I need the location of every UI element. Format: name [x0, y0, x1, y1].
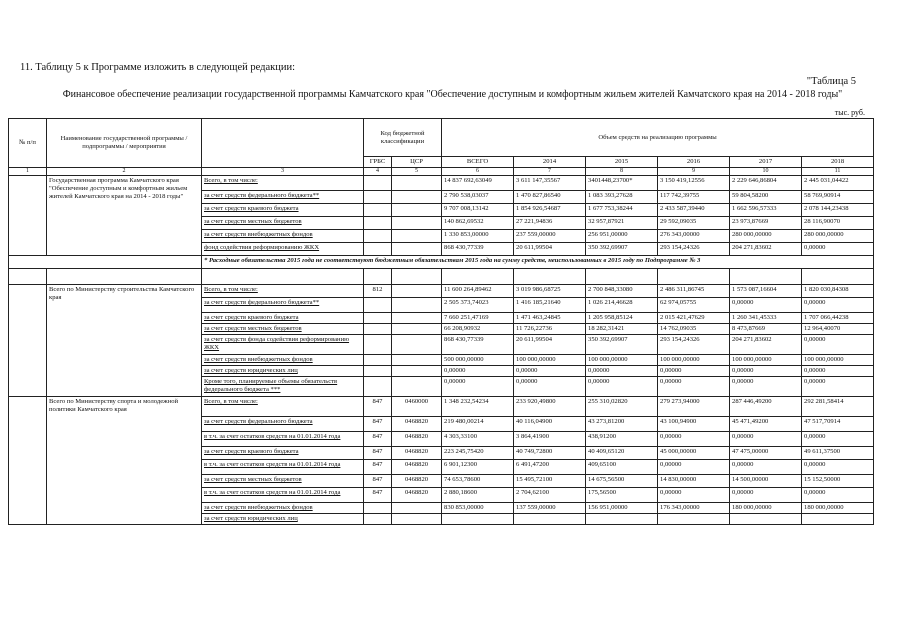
- funding-source-cell: за счет средств местных бюджетов: [202, 217, 364, 230]
- col-header-code: Код бюджетной классификации: [364, 119, 442, 157]
- amount-y2018-cell: 12 964,40070: [802, 324, 874, 335]
- col-header-volume: Объем средств на реализацию программы: [442, 119, 874, 157]
- amount-y2015-cell: 0,00000: [586, 377, 658, 397]
- amount-y2016-cell: 29 592,09035: [658, 217, 730, 230]
- amount-y2015-cell: 40 409,65120: [586, 447, 658, 460]
- amount-y2014-cell: 233 920,49800: [514, 397, 586, 417]
- table-label: "Таблица 5: [806, 76, 856, 87]
- amount-y2018-cell: 1 707 066,44238: [802, 313, 874, 324]
- amount-y2014-cell: 0,00000: [514, 377, 586, 397]
- spacer-cell: [514, 269, 586, 285]
- amount-y2014-cell: 27 221,94836: [514, 217, 586, 230]
- csr-cell: 0468820: [392, 447, 442, 460]
- financing-table: [8, 118, 874, 525]
- amount-y2016-cell: 276 343,00000: [658, 230, 730, 243]
- csr-cell: [392, 285, 442, 298]
- amount-y2015-cell: 350 392,69907: [586, 335, 658, 355]
- amount-y2018-cell: 292 281,58414: [802, 397, 874, 417]
- csr-cell: [392, 243, 442, 256]
- grbs-cell: [364, 366, 392, 377]
- amount-y2016-cell: 62 974,05755: [658, 298, 730, 313]
- csr-cell: [392, 324, 442, 335]
- amount-total-cell: 1 330 853,00000: [442, 230, 514, 243]
- amount-total-cell: 2 505 373,74023: [442, 298, 514, 313]
- amount-y2018-cell: 1 820 030,84308: [802, 285, 874, 298]
- amount-total-cell: 830 853,00000: [442, 503, 514, 514]
- amount-y2016-cell: 293 154,24326: [658, 335, 730, 355]
- footnote-spacer: [9, 256, 202, 269]
- footnote-text: * Расходные обязательства 2015 года не соответствуют бюджетным обязательствам 2015 года на сумму средств, неиспользованных в 2015 году по Подпрограмме № 3: [202, 256, 874, 269]
- grbs-cell: [364, 298, 392, 313]
- csr-cell: [392, 313, 442, 324]
- spacer-cell: [802, 269, 874, 285]
- amount-y2015-cell: 438,91200: [586, 432, 658, 447]
- amount-y2015-cell: 350 392,69907: [586, 243, 658, 256]
- amount-y2018-cell: 0,00000: [802, 366, 874, 377]
- amount-y2016-cell: 43 100,94900: [658, 417, 730, 432]
- spacer-cell: [730, 269, 802, 285]
- amount-y2015-cell: 1 677 753,38244: [586, 204, 658, 217]
- col-header-2016: 2016: [658, 157, 730, 168]
- amount-y2015-cell: 409,65100: [586, 460, 658, 475]
- col-number: 5: [392, 167, 442, 175]
- funding-source-cell: за счет средств краевого бюджета: [202, 204, 364, 217]
- funding-source-cell: фонд содействия реформированию ЖКХ: [202, 243, 364, 256]
- csr-cell: [392, 503, 442, 514]
- funding-source-cell: за счет средств внебюджетных фондов: [202, 230, 364, 243]
- amount-y2015-cell: 0,00000: [586, 366, 658, 377]
- csr-cell: [392, 230, 442, 243]
- funding-source-cell: за счет средств федерального бюджета**: [202, 298, 364, 313]
- amount-y2017-cell: 0,00000: [730, 460, 802, 475]
- funding-source-cell: за счет средств краевого бюджета: [202, 313, 364, 324]
- amount-y2014-cell: 100 000,00000: [514, 355, 586, 366]
- csr-cell: [392, 217, 442, 230]
- col-number: 6: [442, 167, 514, 175]
- amount-y2017-cell: 100 000,00000: [730, 355, 802, 366]
- amount-y2014-cell: 2 704,62100: [514, 488, 586, 503]
- amount-y2018-cell: 180 000,00000: [802, 503, 874, 514]
- grbs-cell: [364, 176, 392, 191]
- col-number: 11: [802, 167, 874, 175]
- col-number: 8: [586, 167, 658, 175]
- amount-total-cell: 9 707 008,13142: [442, 204, 514, 217]
- amount-y2016-cell: 279 273,94000: [658, 397, 730, 417]
- amount-y2017-cell: 47 475,00000: [730, 447, 802, 460]
- amount-y2016-cell: [658, 514, 730, 525]
- amount-total-cell: 2 880,18600: [442, 488, 514, 503]
- amount-y2017-cell: 287 446,49200: [730, 397, 802, 417]
- amount-y2018-cell: 2 078 144,23438: [802, 204, 874, 217]
- amount-y2015-cell: 43 273,81200: [586, 417, 658, 432]
- amount-total-cell: 1 348 232,54234: [442, 397, 514, 417]
- amount-y2014-cell: 137 559,00000: [514, 503, 586, 514]
- grbs-cell: 847: [364, 397, 392, 417]
- amount-y2017-cell: 204 271,83602: [730, 243, 802, 256]
- amount-y2018-cell: 0,00000: [802, 298, 874, 313]
- spacer-cell: [9, 269, 47, 285]
- amount-y2016-cell: 2 486 311,86745: [658, 285, 730, 298]
- csr-cell: [392, 355, 442, 366]
- amendment-line: 11. Таблицу 5 к Программе изложить в следующей редакции:: [20, 62, 296, 73]
- amount-y2015-cell: 2 700 848,33080: [586, 285, 658, 298]
- csr-cell: [392, 204, 442, 217]
- amount-y2015-cell: 14 675,56500: [586, 475, 658, 488]
- amount-y2015-cell: 1 083 393,27628: [586, 191, 658, 204]
- csr-cell: [392, 335, 442, 355]
- amount-y2016-cell: 0,00000: [658, 432, 730, 447]
- amount-y2014-cell: 3 864,41900: [514, 432, 586, 447]
- amount-y2017-cell: 0,00000: [730, 432, 802, 447]
- grbs-cell: [364, 313, 392, 324]
- spacer-cell: [202, 269, 364, 285]
- col-header-source: [202, 119, 364, 168]
- amount-y2018-cell: 2 445 031,04422: [802, 176, 874, 191]
- col-header-total: ВСЕГО: [442, 157, 514, 168]
- grbs-cell: 847: [364, 417, 392, 432]
- amount-y2014-cell: 15 495,72100: [514, 475, 586, 488]
- amount-total-cell: 140 862,69532: [442, 217, 514, 230]
- table-row: [9, 285, 874, 298]
- col-header-csr: ЦСР: [392, 157, 442, 168]
- amount-y2018-cell: 15 152,50000: [802, 475, 874, 488]
- grbs-cell: [364, 217, 392, 230]
- funding-source-cell: в т.ч. за счет остатков средств на 01.01.2014 года: [202, 432, 364, 447]
- amount-total-cell: 223 245,75420: [442, 447, 514, 460]
- col-header-2014: 2014: [514, 157, 586, 168]
- amount-y2018-cell: 0,00000: [802, 243, 874, 256]
- grbs-cell: [364, 377, 392, 397]
- spacer-cell: [47, 269, 202, 285]
- spacer-cell: [586, 269, 658, 285]
- amount-total-cell: 0,00000: [442, 377, 514, 397]
- amount-y2014-cell: 3 611 147,35567: [514, 176, 586, 191]
- csr-cell: 0468820: [392, 460, 442, 475]
- amount-y2018-cell: 49 611,37500: [802, 447, 874, 460]
- grbs-cell: [364, 514, 392, 525]
- amount-y2017-cell: [730, 514, 802, 525]
- funding-source-cell: Кроме того, планируемые объемы обязательств федерального бюджета ***: [202, 377, 364, 397]
- amount-y2018-cell: 0,00000: [802, 335, 874, 355]
- col-number: 4: [364, 167, 392, 175]
- amount-y2014-cell: 1 416 185,21640: [514, 298, 586, 313]
- amount-y2016-cell: 0,00000: [658, 366, 730, 377]
- amount-total-cell: 0,00000: [442, 366, 514, 377]
- funding-source-cell: за счет средств юридических лиц: [202, 366, 364, 377]
- grbs-cell: 847: [364, 475, 392, 488]
- grbs-cell: 847: [364, 432, 392, 447]
- amount-y2017-cell: 2 229 646,86804: [730, 176, 802, 191]
- amount-y2017-cell: 0,00000: [730, 488, 802, 503]
- funding-source-cell: за счет средств внебюджетных фондов: [202, 355, 364, 366]
- amount-y2015-cell: 156 951,00000: [586, 503, 658, 514]
- program-name-cell: Всего по Министерству спорта и молодежной политики Камчатского края: [47, 397, 202, 525]
- grbs-cell: [364, 204, 392, 217]
- amount-total-cell: 66 208,90932: [442, 324, 514, 335]
- col-header-name: Наименование государственной программы / подпрограммы / мероприятия: [47, 119, 202, 168]
- grbs-cell: 847: [364, 460, 392, 475]
- amount-y2017-cell: 0,00000: [730, 366, 802, 377]
- funding-source-cell: за счет средств федерального бюджета: [202, 417, 364, 432]
- amount-y2016-cell: 0,00000: [658, 488, 730, 503]
- amount-y2016-cell: 293 154,24326: [658, 243, 730, 256]
- amount-y2018-cell: [802, 514, 874, 525]
- funding-source-cell: за счет средств местных бюджетов: [202, 324, 364, 335]
- table-row: [9, 397, 874, 417]
- amount-total-cell: 2 790 538,03037: [442, 191, 514, 204]
- table-title: Финансовое обеспечение реализации государственной программы Камчатского края "Обеспечение доступным и комфортным жильем жителей Камчатского края на 2014 - 2018 годы": [62, 89, 843, 100]
- amount-total-cell: 6 901,12300: [442, 460, 514, 475]
- csr-cell: [392, 514, 442, 525]
- grbs-cell: [364, 191, 392, 204]
- funding-source-cell: за счет средств краевого бюджета: [202, 447, 364, 460]
- amount-y2018-cell: 0,00000: [802, 432, 874, 447]
- amount-y2015-cell: 255 310,02820: [586, 397, 658, 417]
- spacer-cell: [392, 269, 442, 285]
- funding-source-cell: за счет средств местных бюджетов: [202, 475, 364, 488]
- amount-y2017-cell: 1 573 087,16604: [730, 285, 802, 298]
- spacer-cell: [442, 269, 514, 285]
- amount-total-cell: [442, 514, 514, 525]
- amount-y2014-cell: 40 116,04900: [514, 417, 586, 432]
- col-number: 2: [47, 167, 202, 175]
- csr-cell: 0468820: [392, 488, 442, 503]
- csr-cell: 0468820: [392, 417, 442, 432]
- col-header-2018: 2018: [802, 157, 874, 168]
- grbs-cell: [364, 355, 392, 366]
- col-number: 10: [730, 167, 802, 175]
- funding-source-cell: за счет средств фонда содействия реформированию ЖКХ: [202, 335, 364, 355]
- amount-y2015-cell: 32 957,87921: [586, 217, 658, 230]
- grbs-cell: [364, 243, 392, 256]
- csr-cell: [392, 176, 442, 191]
- amount-y2015-cell: 3401448,23700*: [586, 176, 658, 191]
- col-header-2015: 2015: [586, 157, 658, 168]
- amount-y2017-cell: 204 271,83602: [730, 335, 802, 355]
- csr-cell: [392, 191, 442, 204]
- amount-y2018-cell: 47 517,70914: [802, 417, 874, 432]
- amount-y2015-cell: 1 026 214,46628: [586, 298, 658, 313]
- csr-cell: [392, 377, 442, 397]
- amount-y2016-cell: 0,00000: [658, 460, 730, 475]
- amount-y2015-cell: [586, 514, 658, 525]
- spacer-cell: [658, 269, 730, 285]
- amount-y2017-cell: 45 471,49200: [730, 417, 802, 432]
- amount-y2016-cell: 176 343,00000: [658, 503, 730, 514]
- amount-y2016-cell: 14 762,09035: [658, 324, 730, 335]
- amount-y2017-cell: 180 000,00000: [730, 503, 802, 514]
- amount-y2015-cell: 100 000,00000: [586, 355, 658, 366]
- amount-y2018-cell: 100 000,00000: [802, 355, 874, 366]
- grbs-cell: 812: [364, 285, 392, 298]
- funding-source-cell: за счет средств юридических лиц: [202, 514, 364, 525]
- amount-y2017-cell: 59 804,58200: [730, 191, 802, 204]
- amount-y2016-cell: 117 742,39755: [658, 191, 730, 204]
- amount-y2016-cell: 0,00000: [658, 377, 730, 397]
- spacer-cell: [364, 269, 392, 285]
- col-header-2017: 2017: [730, 157, 802, 168]
- amount-y2016-cell: 2 433 587,39440: [658, 204, 730, 217]
- amount-y2016-cell: 45 000,00000: [658, 447, 730, 460]
- funding-source-cell: Всего, в том числе:: [202, 176, 364, 191]
- amount-y2017-cell: 0,00000: [730, 377, 802, 397]
- table-row: [9, 176, 874, 191]
- amount-y2017-cell: 1 662 596,57333: [730, 204, 802, 217]
- funding-source-cell: в т.ч. за счет остатков средств на 01.01.2014 года: [202, 460, 364, 475]
- amount-y2015-cell: 18 282,31421: [586, 324, 658, 335]
- amount-y2017-cell: 14 500,00000: [730, 475, 802, 488]
- col-number: 7: [514, 167, 586, 175]
- amount-y2014-cell: 1 471 463,24845: [514, 313, 586, 324]
- amount-y2018-cell: 280 000,00000: [802, 230, 874, 243]
- amount-y2017-cell: 23 973,87669: [730, 217, 802, 230]
- amount-y2014-cell: [514, 514, 586, 525]
- col-number: 9: [658, 167, 730, 175]
- amount-y2017-cell: 280 000,00000: [730, 230, 802, 243]
- csr-cell: [392, 366, 442, 377]
- amount-y2018-cell: 0,00000: [802, 460, 874, 475]
- row-number-cell: [9, 397, 47, 525]
- amount-y2018-cell: 0,00000: [802, 488, 874, 503]
- grbs-cell: [364, 230, 392, 243]
- grbs-cell: [364, 324, 392, 335]
- csr-cell: [392, 298, 442, 313]
- amount-y2014-cell: 40 749,72800: [514, 447, 586, 460]
- amount-y2015-cell: 1 205 958,85124: [586, 313, 658, 324]
- funding-source-cell: в т.ч. за счет остатков средств на 01.01.2014 года: [202, 488, 364, 503]
- row-number-cell: [9, 285, 47, 397]
- csr-cell: 0468820: [392, 432, 442, 447]
- amount-total-cell: 868 430,77339: [442, 243, 514, 256]
- amount-total-cell: 868 430,77339: [442, 335, 514, 355]
- amount-y2017-cell: 1 260 341,45333: [730, 313, 802, 324]
- col-header-grbs: ГРБС: [364, 157, 392, 168]
- grbs-cell: [364, 335, 392, 355]
- grbs-cell: [364, 503, 392, 514]
- amount-y2014-cell: 20 611,99504: [514, 335, 586, 355]
- amount-y2014-cell: 237 559,00000: [514, 230, 586, 243]
- amount-y2014-cell: 3 019 986,68725: [514, 285, 586, 298]
- program-name-cell: Государственная программа Камчатского края "Обеспечение доступным и комфортным жильем жителей Камчатского края на 2014 - 2018 годы": [47, 176, 202, 256]
- amount-y2016-cell: 100 000,00000: [658, 355, 730, 366]
- amount-y2016-cell: 2 015 421,47629: [658, 313, 730, 324]
- amount-total-cell: 7 660 251,47169: [442, 313, 514, 324]
- amount-y2014-cell: 11 726,22736: [514, 324, 586, 335]
- funding-source-cell: Всего, в том числе:: [202, 397, 364, 417]
- footnote-row: [9, 256, 874, 269]
- program-name-cell: Всего по Министерству строительства Камчатского края: [47, 285, 202, 397]
- amount-y2018-cell: 28 116,90070: [802, 217, 874, 230]
- amount-y2014-cell: 1 854 926,54687: [514, 204, 586, 217]
- funding-source-cell: за счет средств внебюджетных фондов: [202, 503, 364, 514]
- csr-cell: 0468820: [392, 475, 442, 488]
- amount-y2018-cell: 58 769,90914: [802, 191, 874, 204]
- amount-y2018-cell: 0,00000: [802, 377, 874, 397]
- amount-y2017-cell: 8 473,87669: [730, 324, 802, 335]
- amount-y2015-cell: 175,56500: [586, 488, 658, 503]
- amount-y2014-cell: 20 611,99504: [514, 243, 586, 256]
- funding-source-cell: Всего, в том числе:: [202, 285, 364, 298]
- spacer-row: [9, 269, 874, 285]
- amount-y2014-cell: 1 470 827,86540: [514, 191, 586, 204]
- row-number-cell: [9, 176, 47, 256]
- funding-source-cell: за счет средств федерального бюджета**: [202, 191, 364, 204]
- grbs-cell: 847: [364, 488, 392, 503]
- amount-total-cell: 11 600 264,89462: [442, 285, 514, 298]
- amount-y2014-cell: 0,00000: [514, 366, 586, 377]
- amount-total-cell: 500 000,00000: [442, 355, 514, 366]
- grbs-cell: 847: [364, 447, 392, 460]
- amount-y2014-cell: 6 491,47200: [514, 460, 586, 475]
- amount-total-cell: 14 837 692,63049: [442, 176, 514, 191]
- amount-total-cell: 74 653,78600: [442, 475, 514, 488]
- amount-y2016-cell: 3 150 419,12556: [658, 176, 730, 191]
- amount-total-cell: 219 480,00214: [442, 417, 514, 432]
- amount-total-cell: 4 303,33100: [442, 432, 514, 447]
- amount-y2017-cell: 0,00000: [730, 298, 802, 313]
- amount-y2016-cell: 14 830,00000: [658, 475, 730, 488]
- units-label: тыс. руб.: [834, 108, 865, 117]
- amount-y2015-cell: 256 951,00000: [586, 230, 658, 243]
- col-number: 1: [9, 167, 47, 175]
- col-number: 3: [202, 167, 364, 175]
- col-header-num: № п/п: [9, 119, 47, 168]
- csr-cell: 0460000: [392, 397, 442, 417]
